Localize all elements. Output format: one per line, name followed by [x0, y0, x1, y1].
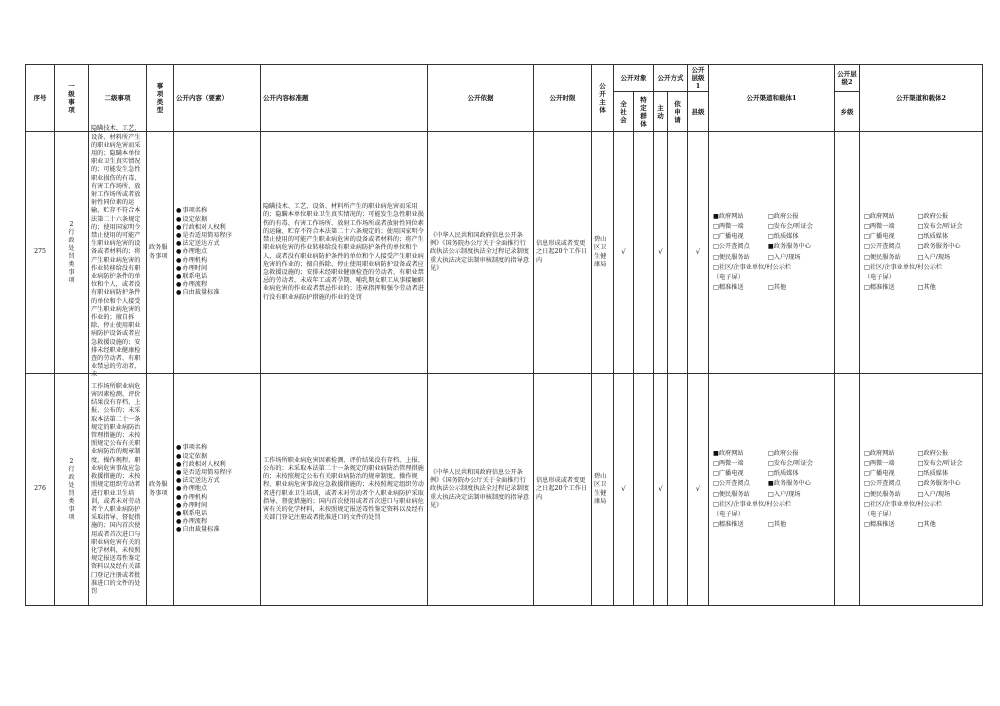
check-method-apply — [668, 132, 688, 374]
channel-option: （电子屏） — [713, 273, 744, 281]
channel-option: ■政府网站 — [713, 212, 744, 220]
channel-option: （电子屏） — [713, 510, 744, 518]
content-item: ● 联系电话 — [176, 273, 258, 281]
header-target-all: 全社会 — [614, 92, 634, 132]
header-content: 公开内容（要素） — [174, 65, 261, 132]
content-item: ● 事项名称 — [176, 207, 258, 215]
header-level2-town: 乡级 — [835, 92, 860, 132]
check-level-town — [835, 132, 860, 374]
channel-option: □广播电视 — [713, 233, 744, 241]
channel-option: □其他 — [767, 521, 787, 529]
header-level1: 一级事项 — [55, 65, 89, 132]
header-method: 公开方式 — [654, 65, 688, 92]
header-level2: 二级事项 — [89, 65, 147, 132]
content-item: ● 设定依据 — [176, 216, 258, 224]
content-item: ● 办理时间 — [176, 502, 258, 510]
channel-option: □两微一端 — [864, 222, 895, 230]
header-seq: 序号 — [26, 65, 55, 132]
channel-option: □便民服务站 — [864, 253, 901, 261]
header-time-limit: 公开时限 — [534, 65, 592, 132]
row-seq: 276 — [26, 374, 55, 606]
check-level-county: √ — [688, 374, 709, 606]
row-channel2 — [860, 132, 983, 374]
channel-option: □其他 — [917, 521, 936, 529]
channel-option: □公开查阅点 — [713, 480, 750, 488]
content-item: ● 办理时间 — [176, 265, 258, 273]
row-channel1 — [709, 132, 835, 374]
content-item: ● 事项名称 — [176, 444, 258, 452]
row-item-type: 政务服务事项 — [147, 132, 174, 374]
channel-option: □社区/企事业单位/村公示栏 — [864, 263, 943, 271]
row-level2: 隐瞒技术、工艺、设备、材料所产生的职业病危害而采用的；隐瞒本单位职业卫生真实情况的；可能发生急性职业损伤的有毒、有害工作场所、放射工作场所或者放射性同位素的运输、贮存不符合本法第二十六条规定的；使用国家明令禁止使用的可能产生职业病危害的设备或者材料的；将产生职业病危害的作业转移给没有职业病防护条件的单位和个人，或者没有职业病防护条件的单位和个人接受产生职业病危害的作业的；擅自拆除、停止使用职业病防护设备或者应急救援设施的；安排未经职业健康检查的劳动者、有职业禁忌的劳动者、未 — [89, 132, 147, 374]
check-target-all: √ — [614, 374, 634, 606]
content-item: ● 行政相对人权利 — [176, 461, 258, 469]
content-item: ● 办理机构 — [176, 257, 258, 265]
channel-option: □便民服务站 — [864, 490, 901, 498]
channel-option: □纸质媒体 — [767, 233, 799, 241]
header-target: 公开对象 — [614, 65, 654, 92]
content-item: ● 办理地点 — [176, 485, 258, 493]
header-channel2: 公开渠道和载体2 — [860, 65, 983, 132]
channel-option: □精准推送 — [864, 521, 895, 529]
channel-option: □政府公报 — [917, 212, 949, 220]
content-item: ● 办理机构 — [176, 494, 258, 502]
channel-option: □发布会/听证会 — [917, 459, 963, 467]
content-item: ● 设定依据 — [176, 453, 258, 461]
channel-option: □入户/现场 — [917, 490, 951, 498]
row-basis: 《中华人民共和国政府信息公开条例》《国务院办公厅关于全面推行行政执法公示制度执法全过程记录制度重大执法决定法制审核制度的指导意见》 — [428, 374, 534, 606]
channel-option: ■政府网站 — [713, 449, 744, 457]
header-channel1: 公开渠道和载体1 — [709, 65, 835, 132]
channel-option: □发布会/听证会 — [767, 222, 813, 230]
content-item: ● 自由裁量标准 — [176, 289, 258, 297]
content-item: ● 办理流程 — [176, 281, 258, 289]
header-method-apply: 依申请 — [668, 92, 688, 132]
header-level1-county: 县级 — [688, 92, 709, 132]
table-row — [26, 132, 983, 374]
row-channel2 — [860, 374, 983, 606]
check-target-all: √ — [614, 132, 634, 374]
channel-option: □政府公报 — [767, 212, 799, 220]
check-method-active: √ — [654, 374, 668, 606]
content-list — [176, 444, 258, 534]
row-subject: 碧山区卫生健康局 — [592, 374, 614, 606]
channel-option: □政府公报 — [917, 449, 949, 457]
channel-option: □精准推送 — [713, 284, 744, 292]
channel-option: □广播电视 — [713, 470, 744, 478]
content-item: ● 联系电话 — [176, 510, 258, 518]
row-level1: 2行政处罚类事项 — [55, 374, 89, 606]
header-row-1 — [26, 65, 983, 92]
content-item: ● 是否适用简易程序 — [176, 232, 258, 240]
check-level-town — [835, 374, 860, 606]
content-item: ● 办理地点 — [176, 248, 258, 256]
table-row — [26, 374, 983, 606]
row-item-type: 政务服务事项 — [147, 374, 174, 606]
channel-option: □两微一端 — [713, 459, 744, 467]
check-method-active: √ — [654, 132, 668, 374]
header-basis: 公开依据 — [428, 65, 534, 132]
header-level1-title: 公开层级1 — [688, 65, 709, 92]
row-basis-std: 隐瞒技术、工艺、设备、材料所产生的职业病危害而采用的；隐瞒本单位职业卫生真实情况的；可能发生急性职业损伤的有毒、有害工作场所、放射工作场所或者放射性同位素的运输、贮存不符合本法第二十六条规定的；使用国家明令禁止使用的可能产生职业病危害的设备或者材料的；将产生职业病危害的作业转移给没有职业病防护条件的单位和个人，或者没有职业病防护条件的单位和个人接受产生职业病危害的作业的；擅自拆除、停止使用职业病防护设备或者应急救援设施的；安排未经职业健康检查的劳动者、有职业禁忌的劳动者、未成年工或者孕期、哺乳期女职工从事接触职业病危害的作业或者禁忌作业的；违章指挥和强令劳动者进行没有职业病防护措施的作业的处罚 — [261, 132, 428, 374]
header-level2-title: 公开层级2 — [835, 65, 860, 92]
row-basis: 《中华人民共和国政府信息公开条例》《国务院办公厅关于全面推行行政执法公示制度执法全过程记录制度重大执法决定法制审核制度的指导意见》 — [428, 132, 534, 374]
channel-option: □政务服务中心 — [917, 243, 961, 251]
channel-option: □政务服务中心 — [917, 480, 961, 488]
row-basis-std: 工作场所职业病危害因素检测、评价结果没有存档、上报、公布的；未采取本法第二十一条规定的职业病防治管理措施的；未按照规定公布有关职业病防治的规章制度、操作规程、职业病危害事故应急救援措施的；未按照规定组织劳动者进行职业卫生培训，或者未对劳动者个人职业病防护采取指导、督促措施的；国内首次使用或者首次进口与职业病危害有关的化学材料，未按照规定报送毒性鉴定资料以及经有关部门登记注册或者批准进口的文件的处罚 — [261, 374, 428, 606]
channel-option: □入户/现场 — [767, 490, 801, 498]
channel-option: □公开查阅点 — [864, 243, 901, 251]
channel-option: □广播电视 — [864, 233, 895, 241]
channel-option: □政府网站 — [864, 212, 895, 220]
channel1-list — [711, 449, 832, 531]
row-time-limit: 信息形成或者变更之日起20个工作日内 — [534, 374, 592, 606]
channel-option: □其他 — [767, 284, 787, 292]
channel-option: □公开查阅点 — [864, 480, 901, 488]
row-content — [174, 132, 261, 374]
row-level2: 工作场所职业病危害因素检测、评价结果没有存档、上报、公布的；未采取本法第二十一条规定的职业病防治管理措施的；未按照规定公布有关职业病防治的规章制度、操作规程、职业病危害事故应急救援措施的；未按照规定组织劳动者进行职业卫生培训，或者未对劳动者个人职业病防护采取指导、督促措施的；国内首次使用或者首次进口与职业病危害有关的化学材料，未按照规定报送毒性鉴定资料以及经有关部门登记注册或者批准进口的文件的处罚 — [89, 374, 147, 606]
channel-option: ■政务服务中心 — [767, 243, 811, 251]
channel-option: □入户/现场 — [917, 253, 951, 261]
header-basis-std: 公开内容标准题 — [261, 65, 428, 132]
channel-option: □纸质媒体 — [767, 470, 799, 478]
channel-option: □广播电视 — [864, 470, 895, 478]
row-seq: 275 — [26, 132, 55, 374]
channel-option: （电子屏） — [864, 510, 895, 518]
header-method-active: 主动 — [654, 92, 668, 132]
channel-option: □精准推送 — [713, 521, 744, 529]
disclosure-table — [25, 64, 983, 606]
content-item: ● 行政相对人权利 — [176, 224, 258, 232]
header-target-specific: 特定群体 — [634, 92, 654, 132]
row-time-limit: 信息形成或者变更之日起20个工作日内 — [534, 132, 592, 374]
channel2-list — [862, 449, 980, 531]
check-target-specific — [634, 374, 654, 606]
header-subject: 公开主体 — [592, 65, 614, 132]
channel-option: （电子屏） — [864, 273, 895, 281]
channel-option: □社区/企事业单位/村公示栏 — [713, 263, 792, 271]
channel-option: □政府公报 — [767, 449, 799, 457]
channel-option: □两微一端 — [713, 222, 744, 230]
channel-option: ■政务服务中心 — [767, 480, 811, 488]
content-item: ● 法定送达方式 — [176, 240, 258, 248]
row-subject: 碧山区卫生健康局 — [592, 132, 614, 374]
content-item: ● 办理流程 — [176, 518, 258, 526]
row-channel1 — [709, 374, 835, 606]
channel-option: □其他 — [917, 284, 936, 292]
channel-option: □发布会/听证会 — [767, 459, 813, 467]
row-content — [174, 374, 261, 606]
channel1-list — [711, 212, 832, 294]
channel-option: □发布会/听证会 — [917, 222, 963, 230]
channel-option: □便民服务站 — [713, 253, 750, 261]
row-level1: 2行政处罚类事项 — [55, 132, 89, 374]
channel-option: □社区/企事业单位/村公示栏 — [713, 500, 792, 508]
channel-option: □精准推送 — [864, 284, 895, 292]
header-item-type: 事项类型 — [147, 65, 174, 132]
check-method-apply — [668, 374, 688, 606]
check-target-specific — [634, 132, 654, 374]
content-item: ● 自由裁量标准 — [176, 526, 258, 534]
channel-option: □公开查阅点 — [713, 243, 750, 251]
channel-option: □纸质媒体 — [917, 233, 949, 241]
content-item: ● 是否适用简易程序 — [176, 469, 258, 477]
channel-option: □入户/现场 — [767, 253, 801, 261]
check-level-county: √ — [688, 132, 709, 374]
channel-option: □社区/企事业单位/村公示栏 — [864, 500, 943, 508]
channel-option: □政府网站 — [864, 449, 895, 457]
channel-option: □便民服务站 — [713, 490, 750, 498]
channel-option: □两微一端 — [864, 459, 895, 467]
channel-option: □纸质媒体 — [917, 470, 949, 478]
channel2-list — [862, 212, 980, 294]
content-item: ● 法定送达方式 — [176, 477, 258, 485]
content-list — [176, 207, 258, 297]
